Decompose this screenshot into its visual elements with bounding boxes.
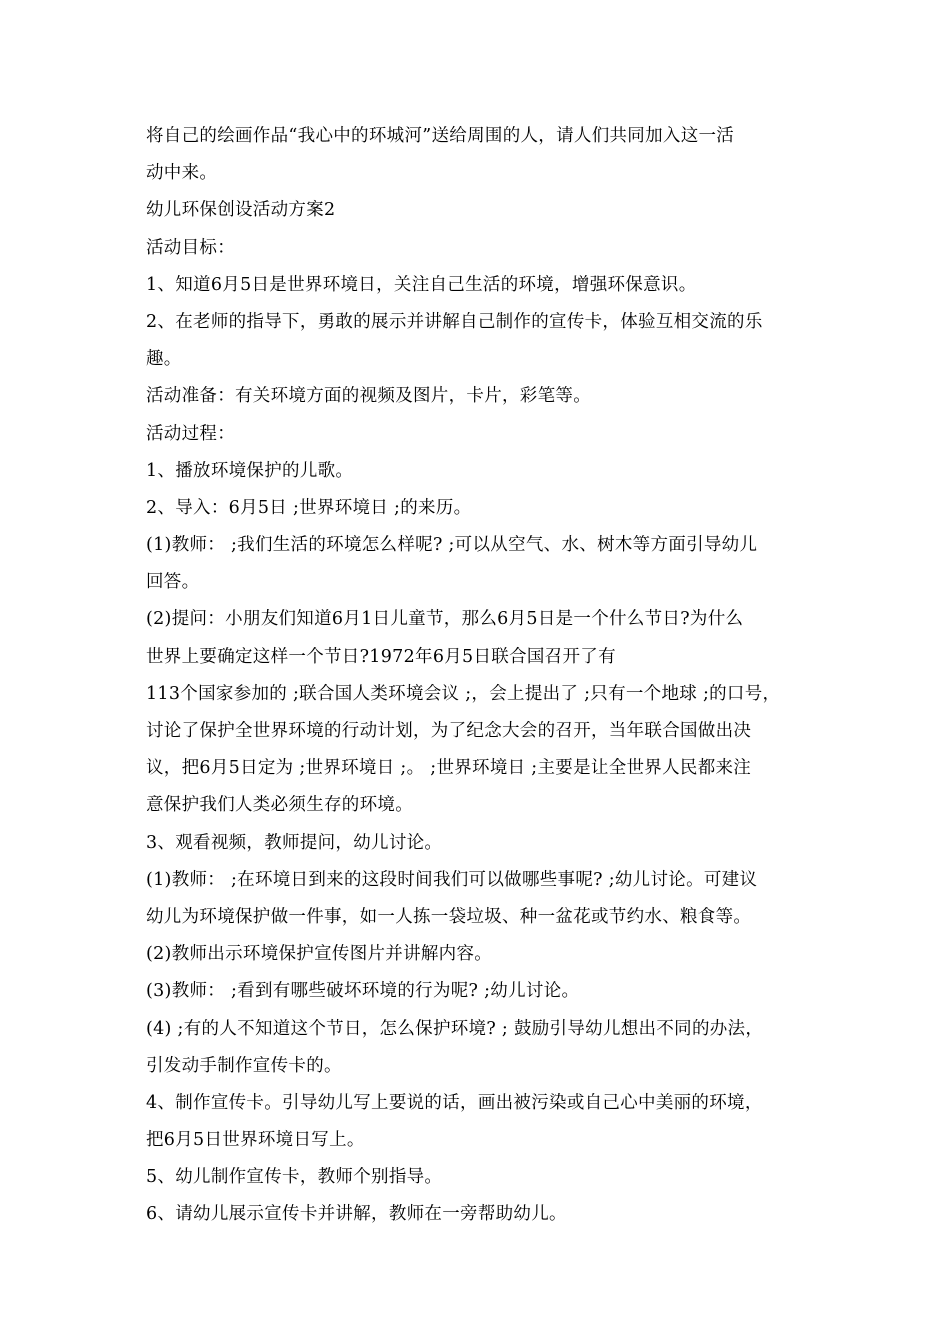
text-line: 3、观看视频，教师提问，幼儿讨论。 bbox=[146, 832, 443, 853]
text-line: 5、幼儿制作宣传卡，教师个别指导。 bbox=[146, 1167, 443, 1188]
document-body bbox=[146, 118, 816, 1234]
text-line: 动中来。 bbox=[146, 163, 218, 184]
text-line: 1、知道6月5日是世界环境日，关注自己生活的环境，增强环保意识。 bbox=[146, 274, 697, 295]
text-line: 2、导入：6月5日 ;世界环境日 ;的来历。 bbox=[146, 497, 472, 518]
text-line: 回答。 bbox=[146, 572, 200, 593]
text-line: (1)教师： ;在环境日到来的这段时间我们可以做哪些事呢? ;幼儿讨论。可建议 bbox=[146, 869, 758, 890]
text-line: (2)教师出示环境保护宣传图片并讲解内容。 bbox=[146, 944, 493, 965]
text-line: 1、播放环境保护的儿歌。 bbox=[146, 460, 354, 481]
text-line: 4、制作宣传卡。引导幼儿写上要说的话，画出被污染或自己心中美丽的环境， bbox=[146, 1092, 763, 1113]
text-line: 6、请幼儿展示宣传卡并讲解，教师在一旁帮助幼儿。 bbox=[146, 1204, 567, 1225]
text-line: 引发动手制作宣传卡的。 bbox=[146, 1055, 342, 1076]
text-line: 意保护我们人类必须生存的环境。 bbox=[146, 795, 413, 816]
text-line: 把6月5日世界环境日写上。 bbox=[146, 1130, 365, 1151]
text-line: (1)教师： ;我们生活的环境怎么样呢? ;可以从空气、水、树木等方面引导幼儿 bbox=[146, 535, 758, 556]
text-line: (3)教师： ;看到有哪些破坏环境的行为呢? ;幼儿讨论。 bbox=[146, 981, 580, 1002]
text-line: (2)提问：小朋友们知道6月1日儿童节，那么6月5日是一个什么节日?为什么 bbox=[146, 609, 744, 630]
text-line: 幼儿为环境保护做一件事，如一人拣一袋垃圾、种一盆花或节约水、粮食等。 bbox=[146, 906, 752, 927]
text-line: 议，把6月5日定为 ;世界环境日 ;。 ;世界环境日 ;主要是让全世界人民都来注 bbox=[146, 758, 752, 779]
text-line: 讨论了保护全世界环境的行动计划，为了纪念大会的召开，当年联合国做出决 bbox=[146, 721, 752, 741]
text-line: 世界上要确定这样一个节日?1972年6月5日联合国召开了有 bbox=[146, 646, 616, 667]
text-line: 113个国家参加的 ;联合国人类环境会议 ;，会上提出了 ;只有一个地球 ;的口号， bbox=[146, 683, 781, 704]
text-line: (4) ;有的人不知道这个节日，怎么保护环境? ; 鼓励引导幼儿想出不同的办法， bbox=[146, 1018, 764, 1039]
text-line: 将自己的绘画作品“我心中的环城河”送给周围的人，请人们共同加入这一活 bbox=[146, 126, 735, 146]
text-line: 趣。 bbox=[146, 349, 182, 370]
section-heading: 幼儿环保创设活动方案2 bbox=[146, 200, 336, 221]
text-line: 活动过程： bbox=[146, 423, 235, 444]
text-line: 活动目标： bbox=[146, 237, 235, 258]
text-line: 2、在老师的指导下，勇敢的展示并讲解自己制作的宣传卡，体验互相交流的乐 bbox=[146, 311, 763, 332]
text-line: 活动准备：有关环境方面的视频及图片，卡片，彩笔等。 bbox=[146, 386, 591, 407]
